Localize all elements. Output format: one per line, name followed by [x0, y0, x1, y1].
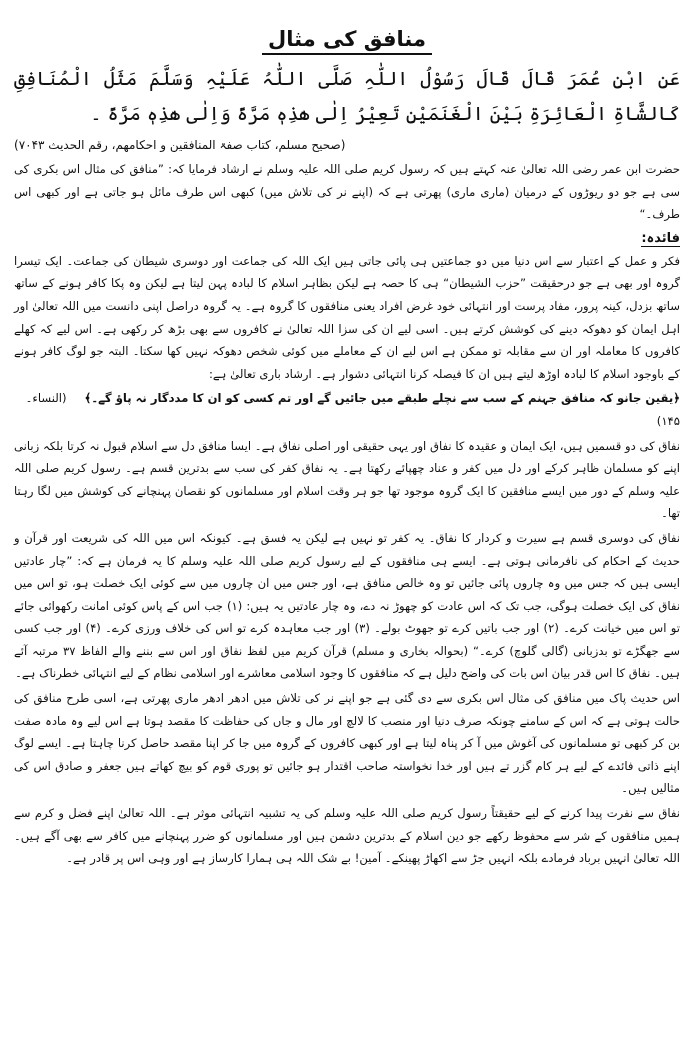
quran-verse-reference: (النساء۔ ۱۴۵): [25, 391, 680, 428]
page-title: [14, 22, 680, 56]
benefit-heading: [14, 228, 680, 250]
paragraph-1: فکر و عمل کے اعتبار سے اس دنیا میں دو جماعتیں ہی پائی جاتی ہیں ایک اللہ کی جماعت اور دوسری شیطان کی جماعت۔ ایک تیسرا گروہ اور بھی ہے جو درحقیقت ”حزب الشیطان“ ہی کا حصہ ہے لیکن بظاہر اسلام کا لبادہ پہن لیتا ہے لیکن وہ پکا کافر ہونے کے ساتھ ساتھ بزدل، کینہ پرور، مفاد پرست اور انتہائی خود غرض افراد یعنی منافقوں کا گروہ ہے۔ یہ گروہ دراصل اپنی دانست میں اللہ تعالیٰ اور اہل ایمان کو دھوکہ دینے کی کوشش کرتے ہیں۔ اسی لیے ان کی سزا اللہ تعالیٰ نے کافروں سے بھی بڑھ کر رکھی ہے۔ اس لیے کہ کھلے کافروں کا معاملہ اور ان سے مقابلہ تو ممکن ہے اس لیے ان کے معاملے میں کوئی شخص دھوکہ نہیں کھا سکتا۔ البتہ جو لوگ کافر ہونے کے باوجود اسلام کا لبادہ اوڑھ لیتے ہیں ان کا فیصلہ کرنا انتہائی دشوار ہے۔ ارشاد باری تعالیٰ ہے:: [14, 253, 680, 381]
paragraph-3: نفاق کی دوسری قسم ہے سیرت و کردار کا نفاق۔ یہ کفر تو نہیں ہے لیکن یہ فسق ہے۔ کیونکہ اس میں اللہ کی شریعت اور قرآن و حدیث کے احکام کی نافرمانی ہوتی ہے۔ ایسے ہی منافقوں کے لیے رسول کریم صلی اللہ علیہ وسلم کا یہ فرمان ہے کہ: ”چار عادتیں ایسی ہیں کہ جس میں وہ چاروں پائی جائیں تو وہ خالص منافق ہے، اور جس میں ان چاروں میں سے کوئی ایک خصلت ہو، تو اس میں نفاق کی ایک خصلت ہوگی، جب تک کہ اس عادت کو چھوڑ نہ دے، وہ چار عادتیں یہ ہیں: (۱) جب اس کے پاس کوئی امانت رکھوائی جائے تو اس میں خیانت کرے۔ (۲) اور جب باتیں کرے تو جھوٹ بولے۔ (۳) اور جب معاہدہ کرے تو اس کی خلاف ورزی کرے۔ (۴) اور جب کسی سے جھگڑے تو بدزبانی (گالی گلوچ) کرے۔“ (بحوالہ بخاری و مسلم) قرآن کریم میں لفظ نفاق اور اس سے بننے والے الفاظ ۳۷ مرتبہ آئے ہیں۔ نفاق کا اس قدر بیان اس بات کی واضح دلیل ہے کہ منافقوں کا وجود اسلامی معاشرے اور اسلامی نظام کے لیے انتہائی خطرناک ہے۔: [14, 530, 680, 681]
document-page: [14, 22, 680, 872]
quran-verse: [14, 387, 680, 432]
quran-verse-text: ﴿یقین جانو کہ منافق جہنم کے سب سے نچلے طبقے میں جائیں گے اور تم کسی کو ان کا مددگار نہ پاؤ گے۔﴾: [84, 391, 680, 406]
paragraph-2: نفاق کی دو قسمیں ہیں، ایک ایمان و عقیدہ کا نفاق اور یہی حقیقی اور اصلی نفاق ہے۔ ایسا منافق دل سے اسلام قبول نہ کرتا بلکہ زبانی اپنے کو مسلمان ظاہر کرکے اور دل میں کفر و عناد چھپائے رکھتا ہے۔ یہ نفاق کفر کی سب سے بدترین قسم ہے۔ رسول کریم صلی اللہ علیہ وسلم کے دور میں ایسے منافقین کا ایک گروہ موجود تھا جو ہر وقت اسلام اور مسلمانوں کو نقصان پہنچانے کی کوشش میں لگا رہتا تھا۔: [14, 438, 680, 521]
page-title-text: منافق کی مثال: [262, 27, 432, 55]
hadith-arabic-text: عَنِ ابْنِ عُمَرَ قَالَ قَالَ رَسُوْلُ اللّٰہِ صَلَّی اللّٰہُ عَلَیْہِ وَسَلَّمَ مَثَلُ الْمُنَافِقِ کَالشَّاۃِ الْعَائِرَۃِ بَیْنَ الْغَنَمَیْنِ تَعِیْرُ اِلٰی ھٰذِہٖ مَرَّۃً وَاِلٰی ھٰذِہٖ مَرَّۃً ۔: [14, 68, 680, 125]
hadith-reference: (صحیح مسلم، کتاب صفۃ المنافقین و احکامھم، رقم الحدیث ۷۰۴۳): [14, 138, 346, 152]
paragraph-4: اس حدیث پاک میں منافق کی مثال اس بکری سے دی گئی ہے جو اپنے نر کی تلاش میں ادھر ادھر ماری پھرتی ہے، اسی طرح منافق کی حالت ہوتی ہے کہ اس کے سامنے چونکہ صرف دنیا اور منصب کا لالچ اور مال و جاں کی حفاظت کا مقصد ہوتا ہے اس لیے وہ مادہ صفت بن کر کبھی تو مسلمانوں کی آغوش میں آ کر پناہ لیتا ہے اور کبھی کافروں کے گروہ میں جا کر اپنا مقصد حاصل کرنا چاہتا ہے۔ ایسے لوگ اپنے ذاتی فائدے کے لیے ہر کام گزر تے ہیں اور خدا نخواستہ صاحب اقتدار ہو جائیں تو پوری قوم کو بیچ کھاتے ہیں جعفر و صادق اس کی مثالیں ہیں۔: [14, 691, 680, 796]
paragraph-5: نفاق سے نفرت پیدا کرنے کے لیے حقیقتاً رسول کریم صلی اللہ علیہ وسلم کی یہ تشبیہ انتہائی موثر ہے۔ اللہ تعالیٰ اپنے فضل و کرم سے ہمیں منافقوں کے شر سے محفوظ رکھے جو دین اسلام کے بدترین دشمن ہیں اور مسلمانوں کو ضرر پہنچانے میں کافر سے بھی آگے ہیں۔ اللہ تعالیٰ انہیں برباد فرمادے بلکہ انہیں جڑ سے اکھاڑ پھینکے۔ آمین! بے شک اللہ ہی ہمارا کارساز ہے اور وہی اس پر قادر ہے۔: [14, 806, 680, 866]
hadith-translation: حضرت ابن عمر رضی اللہ تعالیٰ عنہ کہتے ہیں کہ رسول کریم صلی اللہ علیہ وسلم نے ارشاد فرمایا کہ: ”منافق کی مثال اس بکری کی سی ہے جو دو ریوڑوں کے درمیان (ماری ماری) پھرتی ہے کہ (اپنے نر کی تلاش میں) کبھی اس طرف مائل ہو جاتی ہے اور کبھی اس طرف۔“: [14, 162, 680, 222]
benefit-heading-text: فائدہ:: [641, 230, 680, 246]
